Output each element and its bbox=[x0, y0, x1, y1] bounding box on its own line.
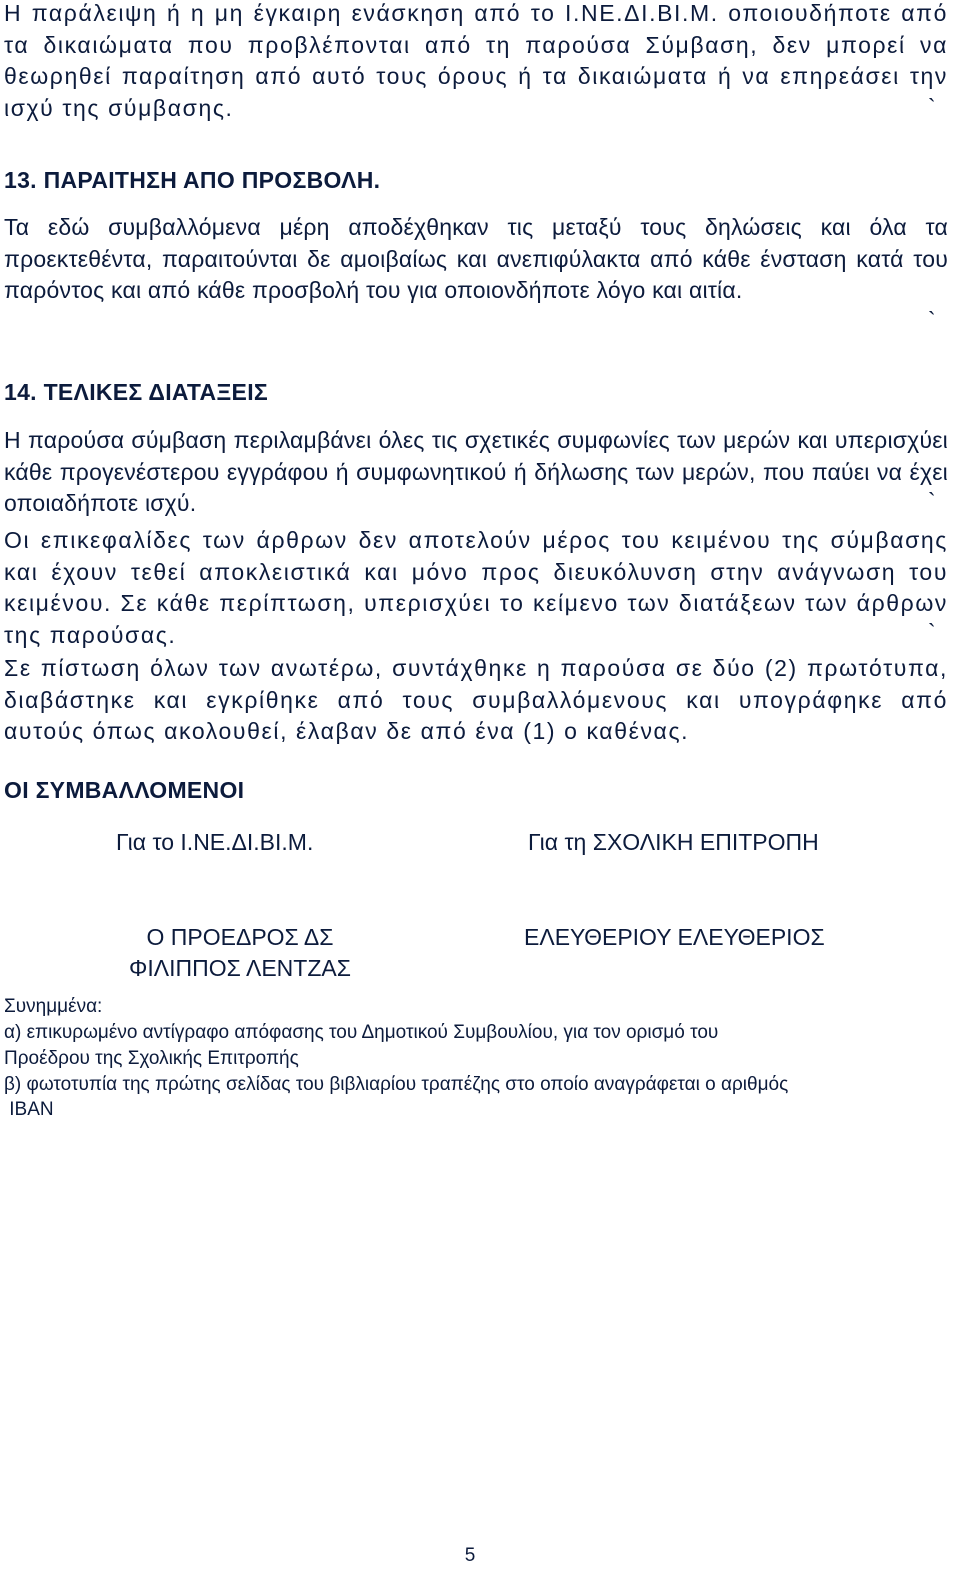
left-party-signature-block bbox=[95, 922, 385, 984]
section-14-paragraph-1-text: Η παρούσα σύμβαση περιλαμβάνει όλες τις σχετικές συμφωνίες των μερών και υπερισχύει κάθε προγενέστερου εγγράφου ή συμφωνητικού ή δήλωσης των μερών, που παύει να έχει οποιαδήποτε ισχύ. bbox=[4, 427, 948, 516]
section-14-paragraph-3 bbox=[4, 653, 948, 748]
section-14-paragraph-1 bbox=[4, 425, 948, 520]
section-14-mark-2: ` bbox=[928, 619, 936, 645]
left-party-label: Για το Ι.ΝΕ.ΔΙ.ΒΙ.Μ. bbox=[116, 829, 314, 855]
page-number: 5 bbox=[464, 1545, 476, 1566]
right-party-label: Για τη ΣΧΟΛΙΚΗ ΕΠΙΤΡΟΠΗ bbox=[528, 829, 819, 855]
section-14-heading: 14. ΤΕΛΙΚΕΣ ΔΙΑΤΑΞΕΙΣ bbox=[4, 379, 268, 405]
left-party-name: ΦΙΛΙΠΠΟΣ ΛΕΝΤΖΑΣ bbox=[129, 955, 351, 981]
parties-heading: ΟΙ ΣΥΜΒΑΛΛΟΜΕΝΟΙ bbox=[4, 777, 245, 803]
left-party-title: Ο ΠΡΟΕΔΡΟΣ ΔΣ bbox=[146, 924, 334, 950]
intro-paragraph-text: Η παράλειψη ή η μη έγκαιρη ενάσκηση από το Ι.ΝΕ.ΔΙ.ΒΙ.Μ. οποιουδήποτε από τα δικαιώματα που προβλέπονται από τη παρούσα Σύμβαση, δεν μπορεί να θεωρηθεί παραίτηση από αυτό τους όρους ή τα δικαιώματα ή να επηρεάσει την ισχύ της σύμβασης. bbox=[4, 0, 948, 121]
section-14-paragraph-2-text: Οι επικεφαλίδες των άρθρων δεν αποτελούν μέρος του κειμένου της σύμβασης και έχουν τεθεί αποκλειστικά και μόνο προς διευκόλυνση στην ανάγνωση του κειμένου. Σε κάθε περίπτωση, υπερισχύει το κείμενο των διατάξεων των άρθρων της παρούσας. bbox=[4, 527, 948, 648]
intro-paragraph bbox=[4, 0, 948, 124]
right-party-name: ΕΛΕΥΘΕΡΙΟΥ ΕΛΕΥΘΕΡΙΟΣ bbox=[524, 924, 825, 950]
section-13-heading: 13. ΠΑΡΑΙΤΗΣΗ ΑΠΟ ΠΡΟΣΒΟΛΗ. bbox=[4, 167, 381, 193]
attachment-b-line-2: IBAN bbox=[4, 1099, 54, 1120]
section-14-mark-1: ` bbox=[928, 488, 936, 514]
section-14-paragraph-2 bbox=[4, 525, 948, 651]
attachment-a-line-2: Προέδρου της Σχολικής Επιτροπής bbox=[4, 1048, 299, 1069]
section-13-mark: ` bbox=[928, 307, 936, 333]
attachment-a-line-1: α) επικυρωμένο αντίγραφο απόφασης του Δημοτικού Συμβουλίου, για τον ορισμό του bbox=[4, 1022, 719, 1043]
section-13-paragraph-text: Τα εδώ συμβαλλόμενα μέρη αποδέχθηκαν τις μεταξύ τους δηλώσεις και όλα τα προεκτεθέντα, παραιτούνται δε αμοιβαίως και ανεπιφύλακτα από κάθε ένσταση κατά του παρόντος και από κάθε προσβολή του για οποιονδήποτε λόγο και αιτία. bbox=[4, 214, 948, 303]
section-14-paragraph-3-text: Σε πίστωση όλων των ανωτέρω, συντάχθηκε η παρούσα σε δύο (2) πρωτότυπα, διαβάστηκε και εγκρίθηκε από τους συμβαλλόμενους και υπογράφηκε από αυτούς όπως ακολουθεί, έλαβαν δε από ένα (1) ο καθένας. bbox=[4, 655, 948, 744]
intro-mark: ` bbox=[928, 94, 936, 120]
attachments-heading: Συνημμένα: bbox=[4, 996, 103, 1017]
attachment-b-line-1: β) φωτοτυπία της πρώτης σελίδας του βιβλιαρίου τραπέζης στο οποίο αναγράφεται ο αριθμός bbox=[4, 1074, 789, 1095]
section-13-paragraph bbox=[4, 212, 948, 307]
